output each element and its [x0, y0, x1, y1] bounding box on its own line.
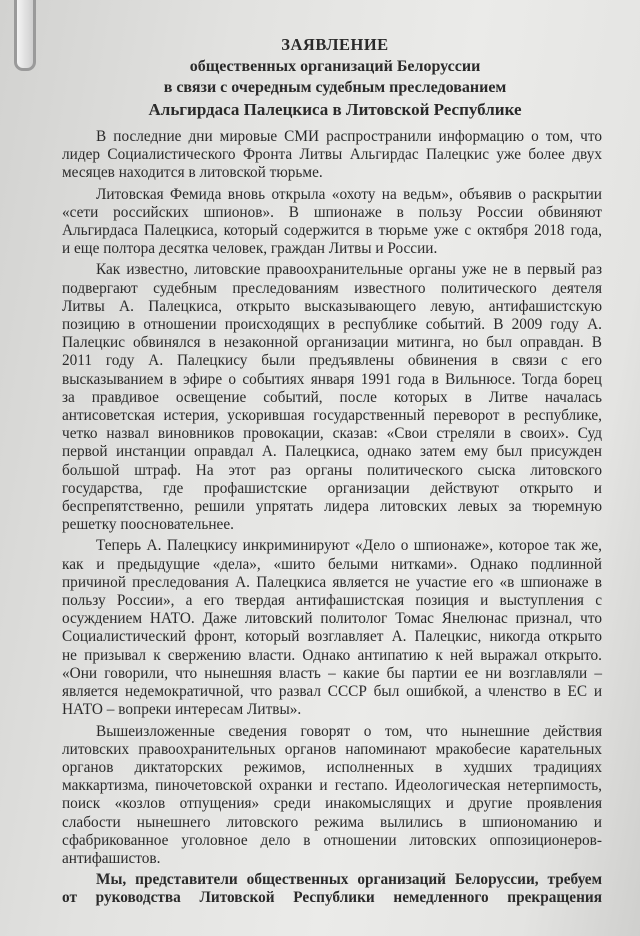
document-title	[0, 34, 640, 120]
text-line: Мы, представители общественных организаций Белоруссии, требуем	[96, 871, 602, 889]
text-line: органов диктаторских режимов, исполненных в худших традициях	[62, 758, 602, 776]
text-line: за правдивое освещение событий, после которых в Литве началась	[62, 388, 602, 406]
text-line: первой инстанции оправдал А. Палецкиса, однако затем ему был присужден	[62, 443, 602, 461]
title-line-3: Альгирдаса Палецкиса в Литовской Республике	[148, 99, 522, 119]
text-line: является недемократичной, что развал СССР был ошибкой, а членство в ЕС и	[62, 683, 602, 701]
text-line: позицию в отношении происходящих в республике событий. В 2009 году А.	[62, 316, 602, 334]
text-line: сфабрикованное уголовное дело в отношении литовских оппозиционеров-	[62, 831, 602, 849]
title-line-1: общественных организаций Белоруссии	[189, 57, 481, 75]
text-line: антисоветская истерия, ускорившая государственный переворот в республике,	[62, 407, 602, 425]
paragraph	[62, 537, 602, 719]
text-line: Как известно, литовские правоохранительные органы уже не в первый раз	[96, 261, 602, 279]
text-line: Палецкис обвинялся в незаконной организации митинга, но был оправдан. В	[62, 334, 602, 352]
text-line: беспрепятственно, решили упрятать лидера литовских левых за тюремную	[62, 498, 602, 516]
document-body	[62, 128, 602, 911]
title-line-2: в связи с очередным судебным преследованием	[163, 79, 507, 96]
text-line: литовских правоохранительных органов напоминают мракобесие карательных	[62, 740, 602, 758]
text-line: маккартизма, пиночетовской охранки и гестапо. Идеологическая нетерпимость,	[62, 777, 602, 795]
text-line: причиной преследования А. Палецкиса является не участие его «в шпионаже в	[62, 573, 602, 591]
text-line: как и предыдущие «дела», «шито белыми нитками». Однако подлинной	[62, 555, 602, 573]
text-line: подвергают судебным преследованиям известного политического деятеля	[62, 279, 602, 297]
text-line: государства, где профашистские организации действуют открыто и	[62, 479, 602, 497]
text-line: четко назвал виновников провокации, сказав: «Свои стреляли в своих». Суд	[62, 425, 602, 443]
text-line: Литвы А. Палецкиса, открыто высказывающего левую, антифашистскую	[62, 297, 602, 315]
paragraph	[62, 871, 602, 907]
text-line: поиск «козлов отпущения» среди инакомыслящих и другие проявления	[62, 795, 602, 813]
text-line: Социалистический фронт, который возглавляет А. Палецкис, никогда открыто	[62, 628, 602, 646]
text-line: В последние дни мировые СМИ распространили информацию о том, что	[96, 128, 602, 145]
text-line: Вышеизложенные сведения говорят о том, что нынешние действия	[96, 722, 602, 740]
text-line: от руководства Литовской Республики немедленного прекращения	[62, 889, 602, 907]
paragraph	[62, 128, 602, 183]
text-line: НАТО – вопреки интересам Литвы».	[62, 701, 302, 719]
text-line: высказыванием в эфире о событиях января 1991 года в Вильнюсе. Тогда борец	[62, 370, 602, 388]
paragraph	[62, 186, 602, 259]
text-line: не призывал к свержению власти. Однако антипатию к ней выражал открыто.	[62, 646, 602, 664]
text-line: и еще полтора десятка человек, граждан Литвы и России.	[62, 240, 438, 258]
text-line: 2011 году А. Палецкису были предъявлены обвинения в связи с его	[62, 352, 602, 370]
paragraph	[62, 261, 602, 534]
text-line: Литовская Фемида вновь открыла «охоту на ведьм», объявив о раскрытии	[96, 185, 602, 203]
text-line: антифашистов.	[62, 849, 161, 867]
text-line: Альгирдаса Палецкиса, который содержится в тюрьме уже с октября 2018 года,	[62, 222, 602, 240]
text-line: осуждением НАТО. Даже литовский политолог Томас Янелюнас признал, что	[62, 610, 602, 628]
text-line: решетку поосновательнее.	[62, 516, 234, 534]
text-line: «Они говорили, что нынешняя власть – какие бы партии ее ни возглавляли –	[62, 664, 602, 682]
text-line: Теперь А. Палецкису инкриминируют «Дело о шпионаже», которое так же,	[96, 537, 602, 555]
text-line: слабости нынешнего литовского режима вылились в шпиономанию и	[62, 813, 602, 831]
paragraph	[62, 723, 602, 869]
text-line: лидер Социалистического Фронта Литвы Альгирдас Палецкис уже более двух	[62, 146, 602, 164]
text-line: пользу России», а его твердая антифашистская позиция и выступления с	[62, 592, 602, 610]
text-line: «сети российских шпионов». В шпионаже в пользу России обвиняют	[62, 203, 602, 221]
text-line: месяцев находится в литовской тюрьме.	[62, 164, 323, 182]
title-heading: ЗАЯВЛЕНИЕ	[281, 35, 389, 54]
text-line: большой штраф. На этот раз органы политического сыска литовского	[62, 461, 602, 479]
